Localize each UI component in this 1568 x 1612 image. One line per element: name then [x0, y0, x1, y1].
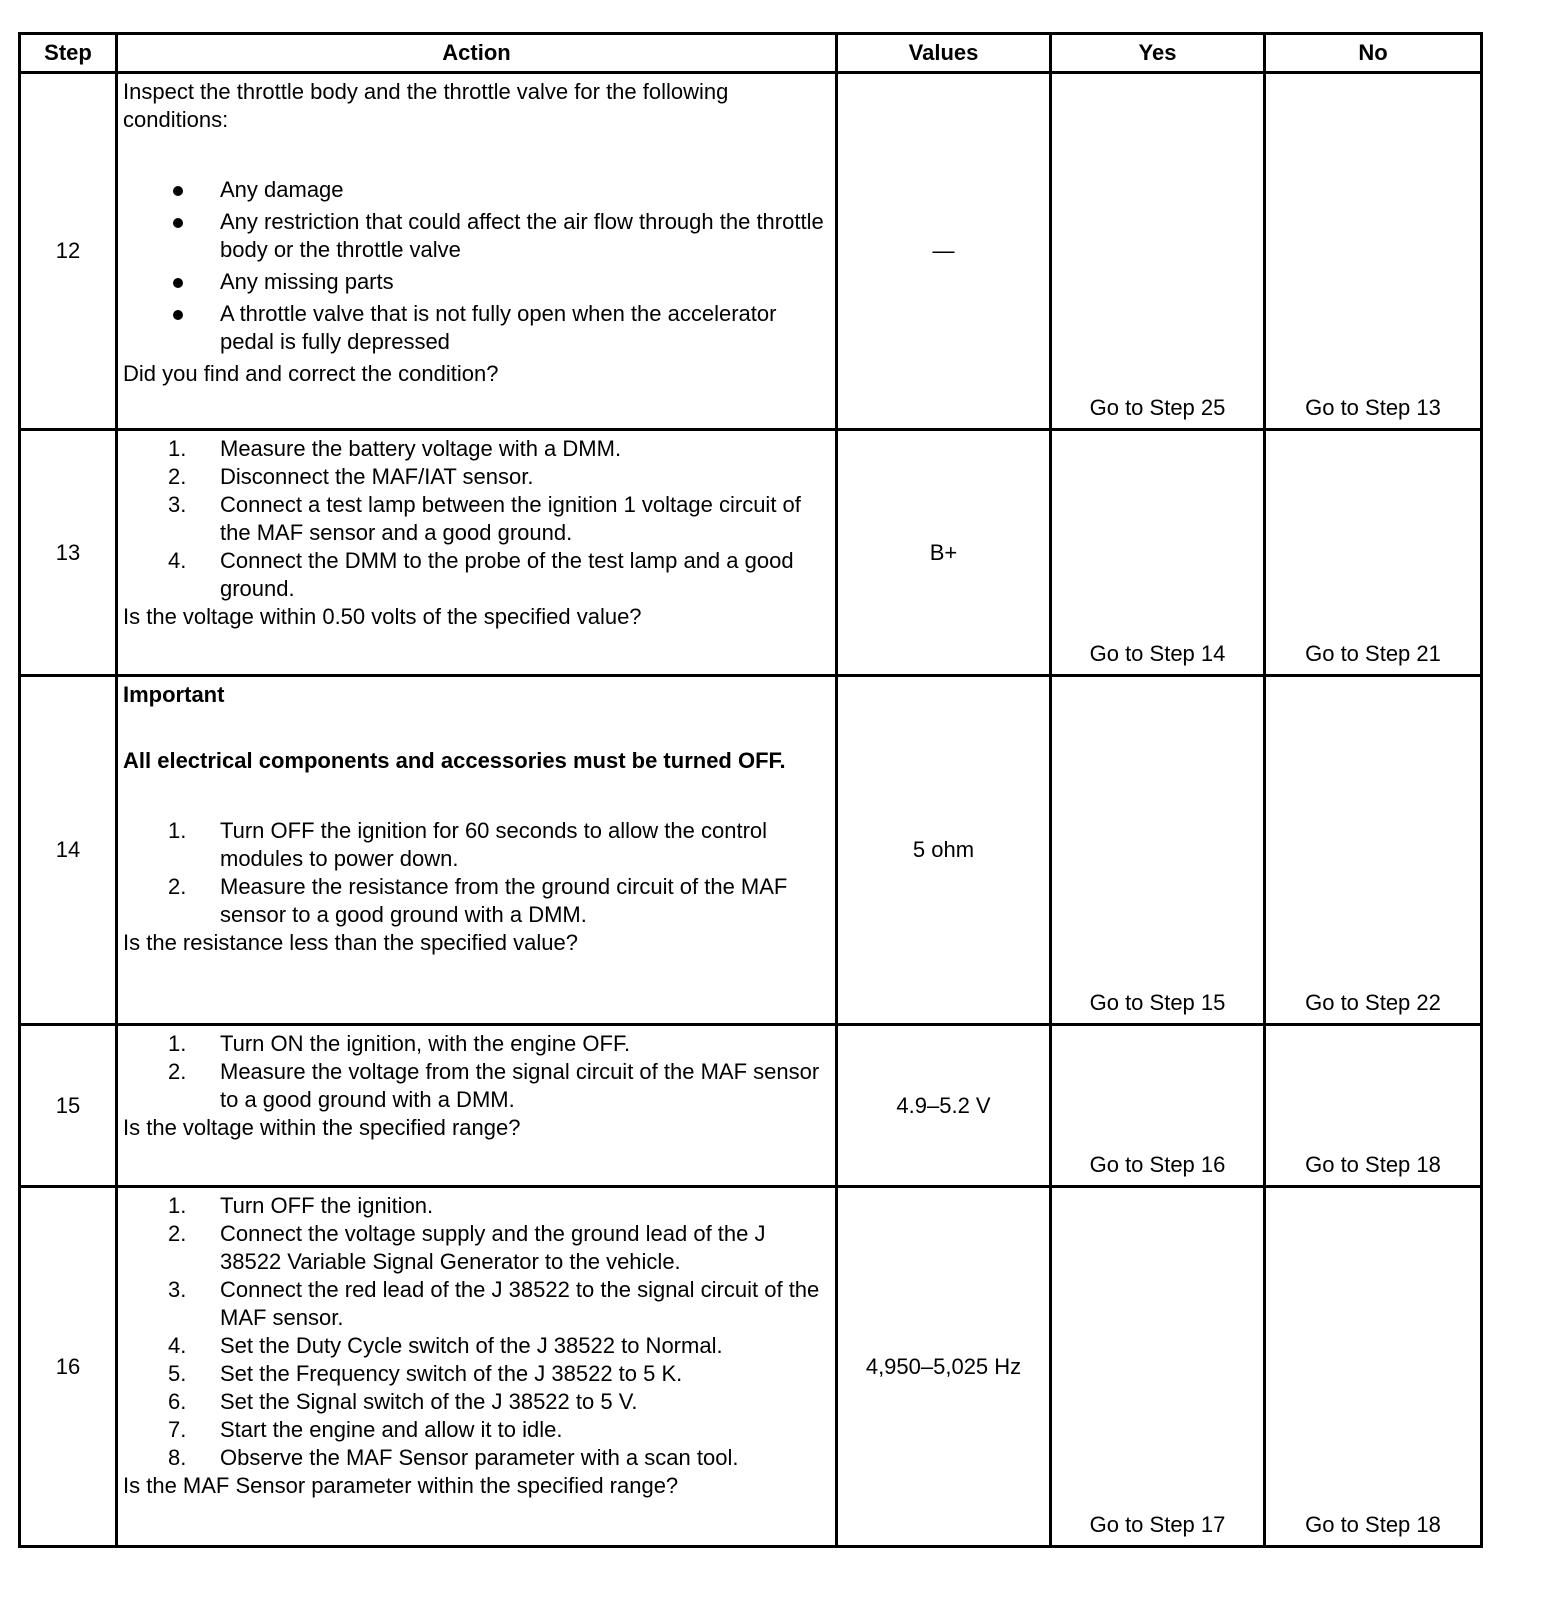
value-cell: 4.9–5.2 V	[837, 1025, 1051, 1187]
list-item: 1. Turn ON the ignition, with the engine OFF.	[168, 1031, 631, 1056]
list-item: 1. Measure the battery voltage with a DMM.	[168, 436, 622, 461]
important-heading: Important	[123, 682, 225, 707]
no-cell: Go to Step 22	[1265, 676, 1482, 1025]
numbered-list	[123, 1192, 829, 1472]
table-row	[20, 676, 1482, 1025]
numbered-list	[123, 817, 829, 929]
list-item: Any damage	[123, 176, 829, 204]
action-question: Is the voltage within 0.50 volts of the specified value?	[123, 604, 642, 629]
step-number: 16	[20, 1187, 117, 1547]
list-item: 6. Set the Signal switch of the J 38522 to 5 V.	[168, 1389, 638, 1414]
bullet-icon	[173, 218, 183, 228]
header-yes: Yes	[1051, 34, 1265, 73]
action-intro: Inspect the throttle body and the throttle valve for the following conditions:	[123, 79, 729, 132]
list-item: 2. Connect the voltage supply and the ground lead of the J 38522 Variable Signal Generator to the vehicle.	[168, 1221, 766, 1274]
no-cell: Go to Step 13	[1265, 73, 1482, 430]
list-item: 3. Connect a test lamp between the ignition 1 voltage circuit of the MAF sensor and a good ground.	[168, 492, 801, 545]
header-action: Action	[117, 34, 837, 73]
header-row	[20, 34, 1482, 73]
bullet-list	[123, 176, 829, 360]
header-values: Values	[837, 34, 1051, 73]
bullet-icon	[173, 278, 183, 288]
yes-cell: Go to Step 25	[1051, 73, 1265, 430]
step-number: 13	[20, 430, 117, 676]
no-cell: Go to Step 21	[1265, 430, 1482, 676]
list-item: 1. Turn OFF the ignition for 60 seconds to allow the control modules to power down.	[168, 818, 768, 871]
list-item: 2. Measure the voltage from the signal circuit of the MAF sensor to a good ground with a DMM.	[168, 1059, 820, 1112]
value-cell: B+	[837, 430, 1051, 676]
list-item: 1. Turn OFF the ignition.	[168, 1193, 434, 1218]
table-row	[20, 1187, 1482, 1547]
value-cell: —	[837, 73, 1051, 430]
list-item: 5. Set the Frequency switch of the J 38522 to 5 K.	[168, 1361, 683, 1386]
list-item: 8. Observe the MAF Sensor parameter with a scan tool.	[168, 1445, 739, 1470]
table-row	[20, 430, 1482, 676]
no-cell: Go to Step 18	[1265, 1187, 1482, 1547]
value-cell: 5 ohm	[837, 676, 1051, 1025]
list-item: Any missing parts	[123, 268, 829, 296]
action-question: Did you find and correct the condition?	[123, 361, 499, 386]
numbered-list	[123, 1030, 829, 1114]
header-no: No	[1265, 34, 1482, 73]
bullet-icon	[173, 186, 183, 196]
table-row	[20, 1025, 1482, 1187]
step-number: 12	[20, 73, 117, 430]
important-note: All electrical components and accessories must be turned OFF.	[123, 748, 786, 773]
diagnostic-table	[18, 32, 1483, 1548]
list-item: 3. Connect the red lead of the J 38522 to the signal circuit of the MAF sensor.	[168, 1277, 820, 1330]
step-number: 14	[20, 676, 117, 1025]
no-cell: Go to Step 18	[1265, 1025, 1482, 1187]
list-item: 4. Connect the DMM to the probe of the test lamp and a good ground.	[168, 548, 794, 601]
list-item: 7. Start the engine and allow it to idle.	[168, 1417, 563, 1442]
yes-cell: Go to Step 15	[1051, 676, 1265, 1025]
action-cell	[117, 676, 837, 1025]
action-question: Is the MAF Sensor parameter within the specified range?	[123, 1473, 679, 1498]
list-item: 2. Disconnect the MAF/IAT sensor.	[168, 464, 534, 489]
list-item: Any restriction that could affect the air flow through the throttle body or the throttle valve	[123, 208, 829, 264]
action-cell	[117, 1187, 837, 1547]
yes-cell: Go to Step 17	[1051, 1187, 1265, 1547]
yes-cell: Go to Step 16	[1051, 1025, 1265, 1187]
action-question: Is the resistance less than the specified value?	[123, 930, 578, 955]
value-cell: 4,950–5,025 Hz	[837, 1187, 1051, 1547]
header-step: Step	[20, 34, 117, 73]
numbered-list	[123, 435, 829, 603]
action-cell	[117, 1025, 837, 1187]
table-row	[20, 73, 1482, 430]
action-question: Is the voltage within the specified range?	[123, 1115, 521, 1140]
bullet-icon	[173, 310, 183, 320]
action-cell	[117, 430, 837, 676]
step-number: 15	[20, 1025, 117, 1187]
list-item: A throttle valve that is not fully open when the accelerator pedal is fully depressed	[123, 300, 829, 356]
action-cell	[117, 73, 837, 430]
list-item: 2. Measure the resistance from the ground circuit of the MAF sensor to a good ground with a DMM.	[168, 874, 788, 927]
yes-cell: Go to Step 14	[1051, 430, 1265, 676]
list-item: 4. Set the Duty Cycle switch of the J 38522 to Normal.	[168, 1333, 723, 1358]
